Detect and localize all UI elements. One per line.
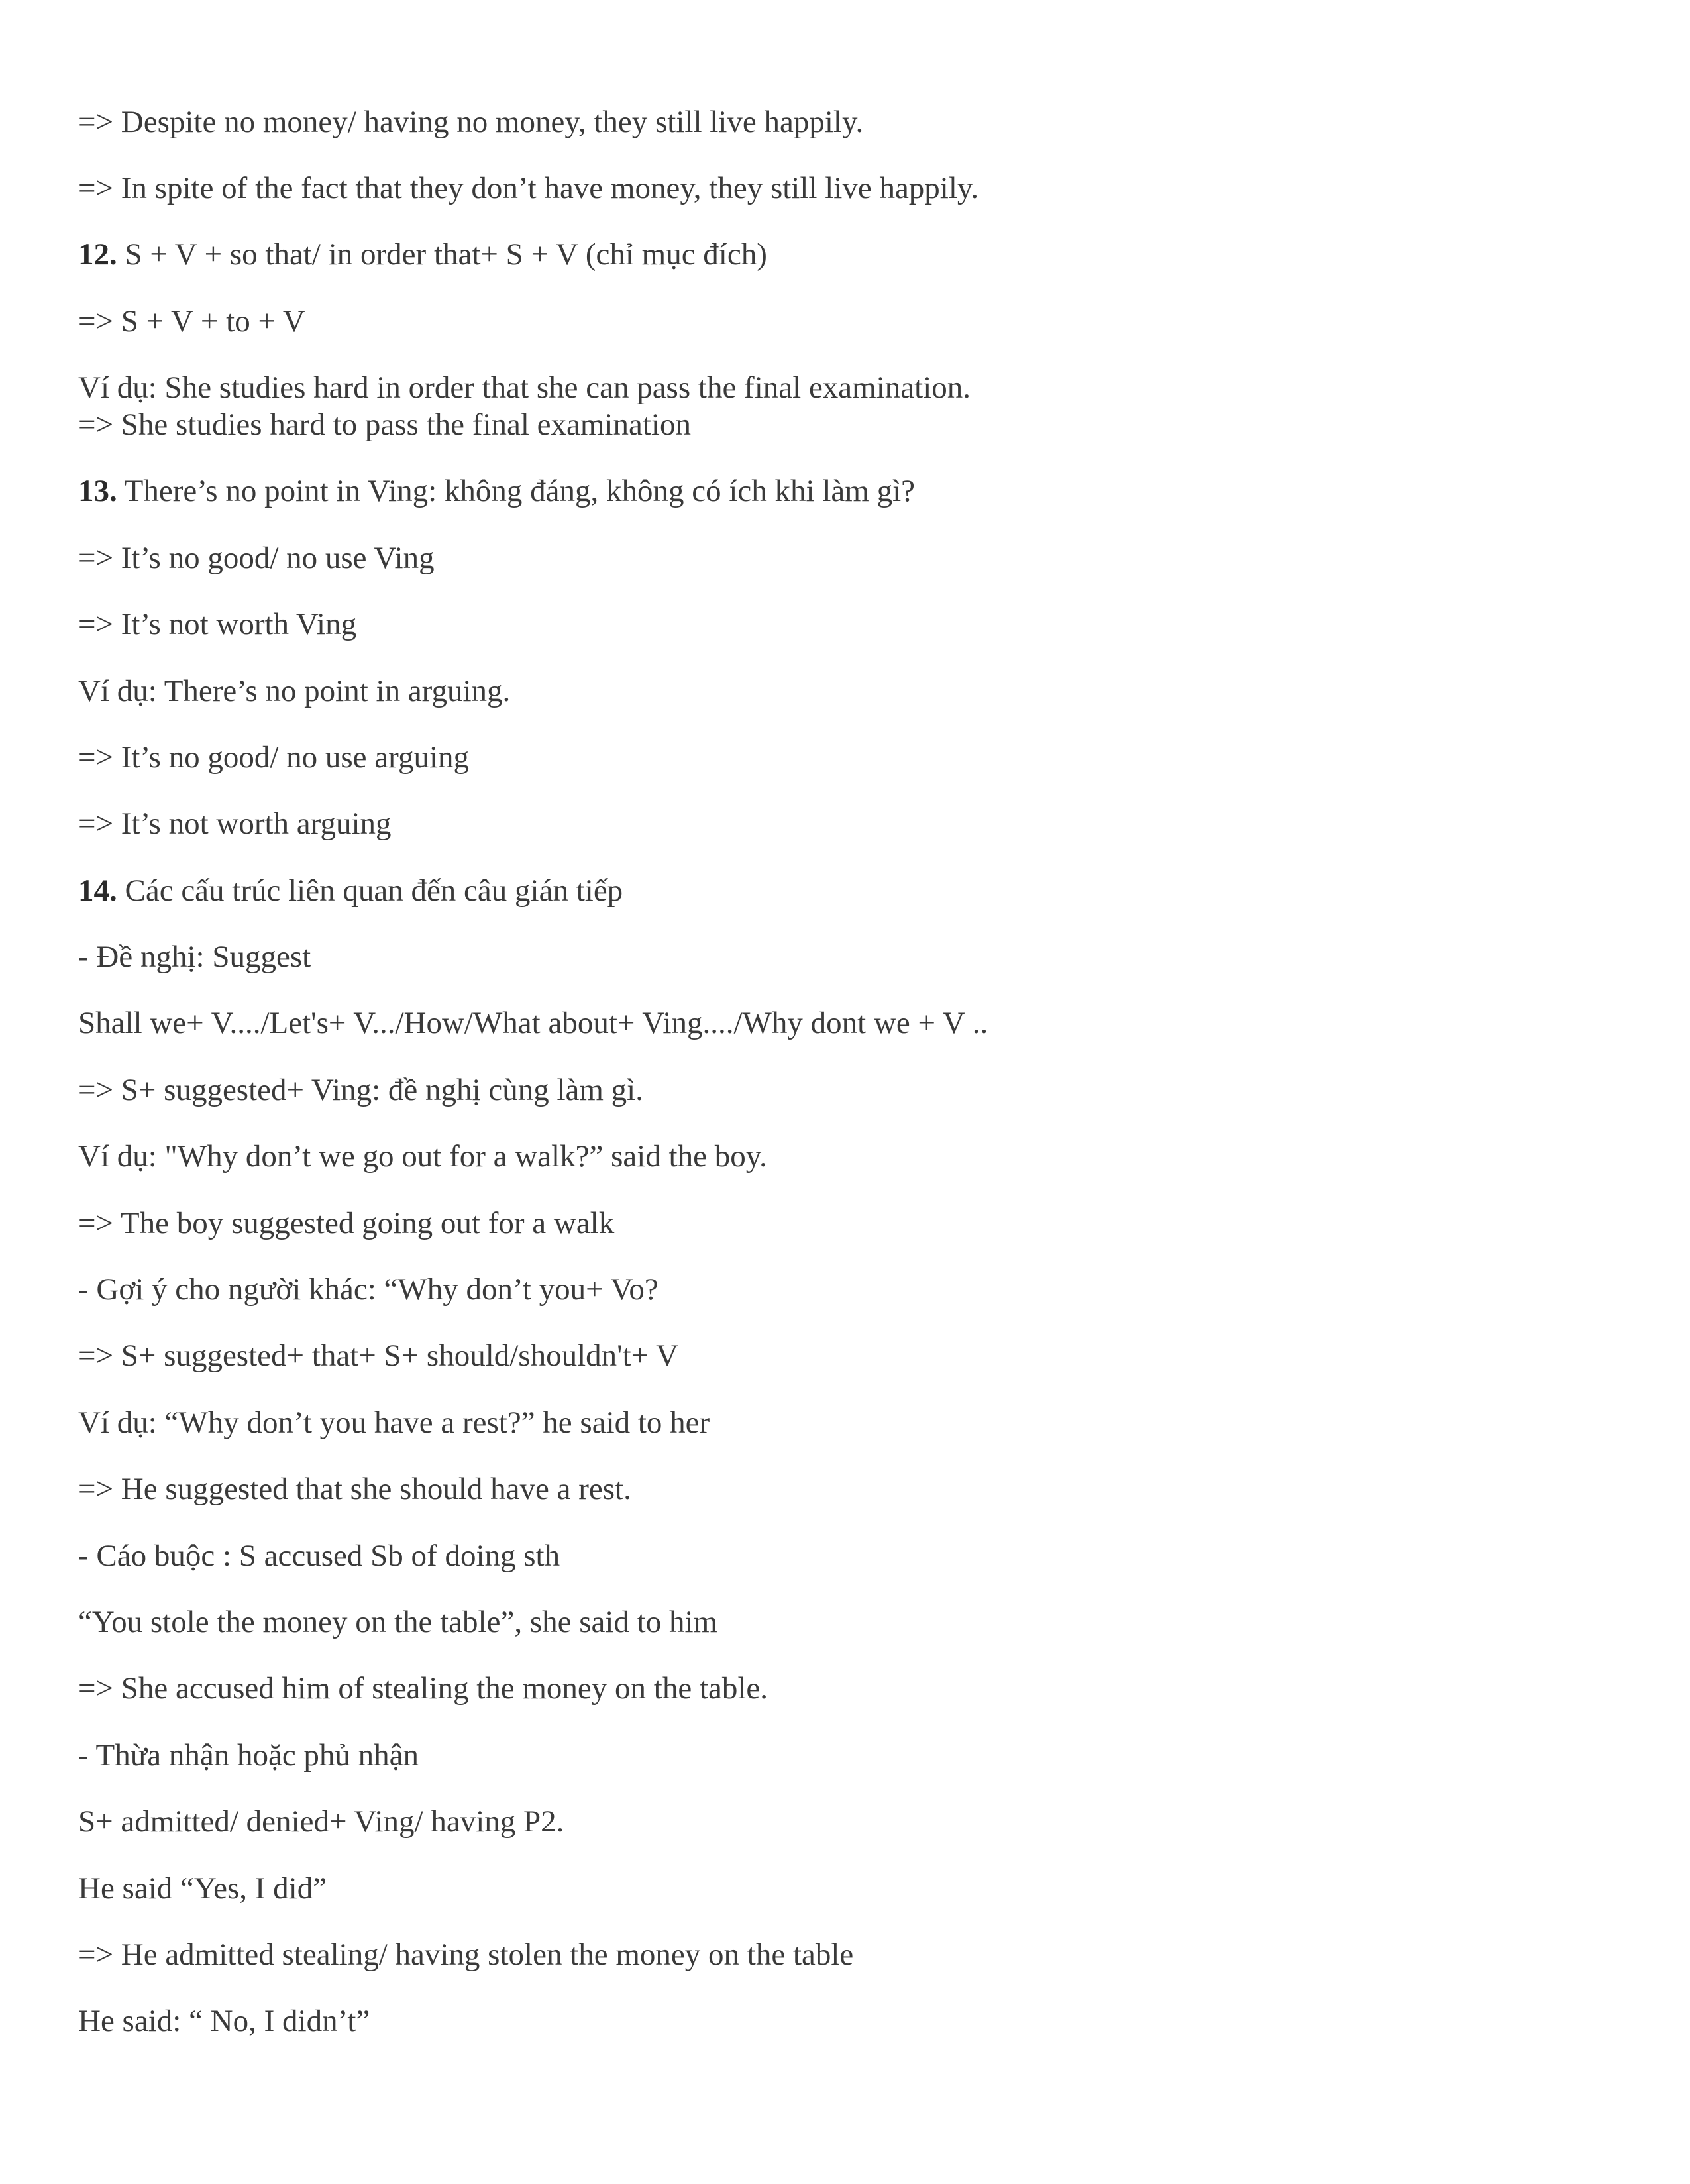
example-line: Ví dụ: She studies hard in order that she can pass the final examination. [78, 370, 971, 405]
text-line: He said “Yes, I did” [78, 1871, 327, 1906]
example-line: Ví dụ: There’s no point in arguing. [78, 674, 511, 708]
text-line: - Cáo buộc : S accused Sb of doing sth [78, 1539, 560, 1573]
text-line: => S + V + to + V [78, 304, 305, 339]
example-line: Ví dụ: "Why don’t we go out for a walk?” said the boy. [78, 1139, 767, 1174]
text-line: Shall we+ V..../Let's+ V.../How/What about+ Ving..../Why dont we + V .. [78, 1006, 988, 1040]
text-line: => It’s not worth Ving [78, 607, 357, 641]
text-line: => Despite no money/ having no money, they still live happily. [78, 105, 864, 139]
text-line: - Đề nghị: Suggest [78, 940, 311, 974]
text-line: => It’s no good/ no use arguing [78, 740, 470, 775]
section-number: 13. [78, 474, 117, 508]
section-number: 12. [78, 237, 117, 272]
text-line: S+ admitted/ denied+ Ving/ having P2. [78, 1804, 564, 1839]
text-line: He said: “ No, I didn’t” [78, 2004, 370, 2038]
example-line: Ví dụ: “Why don’t you have a rest?” he said to her [78, 1405, 710, 1440]
text-line: => S+ suggested+ that+ S+ should/shouldn't+ V [78, 1338, 679, 1373]
text-line: => She studies hard to pass the final examination [78, 408, 691, 442]
section-heading-14: 14. Các cấu trúc liên quan đến câu gián tiếp [78, 873, 623, 908]
text-line: => He admitted stealing/ having stolen the money on the table [78, 1938, 854, 1972]
section-heading-13: 13. There’s no point in Ving: không đáng, không có ích khi làm gì? [78, 474, 915, 508]
section-number: 14. [78, 873, 117, 908]
text-line: => In spite of the fact that they don’t have money, they still live happily. [78, 171, 979, 205]
text-line: - Thừa nhận hoặc phủ nhận [78, 1738, 419, 1773]
text-line: => He suggested that she should have a rest. [78, 1472, 631, 1506]
text-line: => S+ suggested+ Ving: đề nghị cùng làm gì. [78, 1073, 643, 1107]
text-line: => It’s no good/ no use Ving [78, 541, 435, 575]
text-line: => The boy suggested going out for a walk [78, 1206, 615, 1240]
text-line: - Gợi ý cho người khác: “Why don’t you+ Vo? [78, 1272, 659, 1307]
text-line: => It’s not worth arguing [78, 806, 392, 841]
section-heading-12: 12. S + V + so that/ in order that+ S + V (chỉ mục đích) [78, 237, 767, 272]
text-line: “You stole the money on the table”, she said to him [78, 1605, 718, 1639]
text-line: => She accused him of stealing the money on the table. [78, 1671, 768, 1706]
